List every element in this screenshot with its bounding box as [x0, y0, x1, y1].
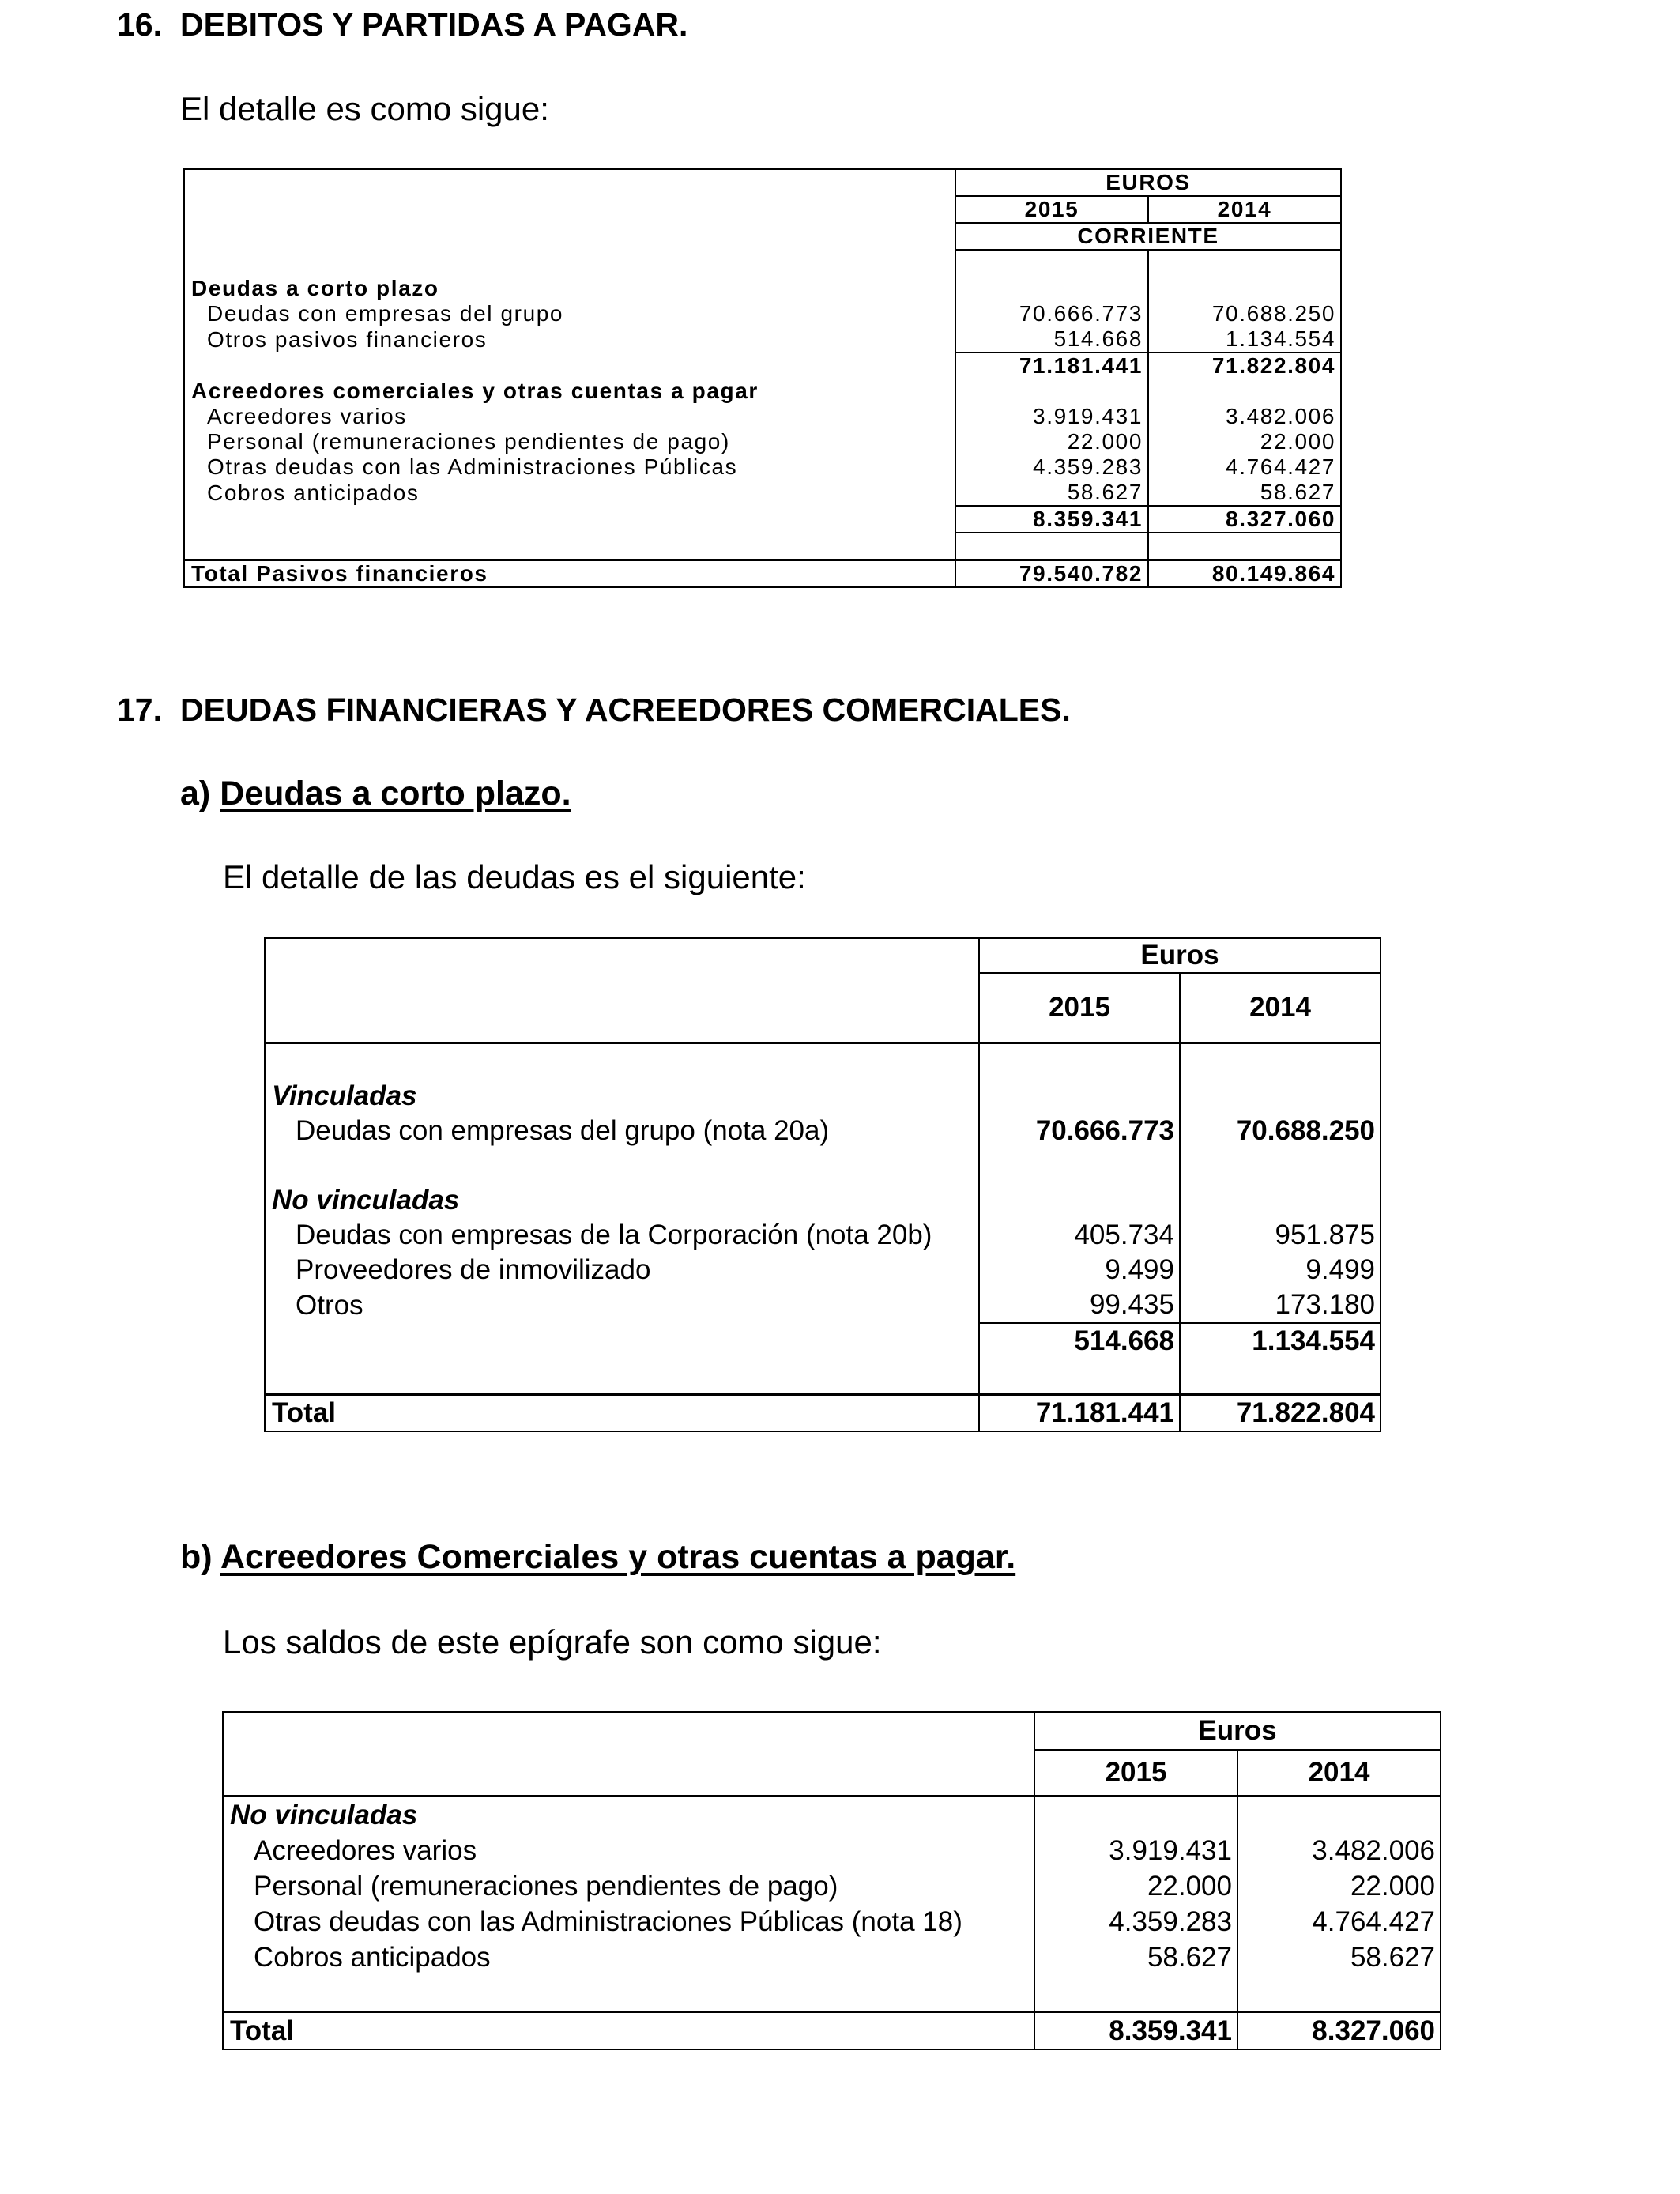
- table-row: [223, 1940, 1441, 1975]
- group-title-acreedores: Acreedores comerciales y otras cuentas a pagar: [184, 379, 955, 404]
- row-value-2014: 1.134.554: [1148, 326, 1341, 352]
- subsection-b-heading: [180, 1538, 1015, 1577]
- header-2014: 2014: [1180, 973, 1381, 1043]
- row-label: Cobros anticipados: [184, 480, 955, 506]
- row-label: Otros: [265, 1287, 979, 1323]
- total-row: [223, 2012, 1441, 2050]
- header-currency: EUROS: [955, 169, 1341, 196]
- row-label: Otros pasivos financieros: [184, 326, 955, 352]
- header-2015: 2015: [955, 196, 1148, 223]
- row-value-2014: 4.764.427: [1237, 1904, 1441, 1940]
- row-value-2015: 405.734: [979, 1218, 1180, 1253]
- table-row: [184, 480, 1341, 506]
- table-row: [223, 1833, 1441, 1868]
- row-value-2015: 3.919.431: [1034, 1833, 1237, 1868]
- subtotal-2015: 71.181.441: [955, 352, 1148, 379]
- subsection-a-title: Deudas a corto plazo.: [220, 775, 571, 812]
- total-2015: 8.359.341: [1034, 2012, 1237, 2050]
- row-value-2015: 22.000: [955, 429, 1148, 454]
- section-16-intro: El detalle es como sigue:: [180, 90, 549, 127]
- subtotal-2014: 1.134.554: [1180, 1323, 1381, 1359]
- total-2014: 8.327.060: [1237, 2012, 1441, 2050]
- subtotal-row: [265, 1323, 1381, 1359]
- group-title-no-vinculadas: No vinculadas: [265, 1183, 979, 1218]
- group-title-vinculadas: Vinculadas: [265, 1079, 979, 1114]
- header-currency: Euros: [979, 938, 1381, 973]
- table-row: [265, 1218, 1381, 1253]
- row-value-2014: 70.688.250: [1148, 301, 1341, 326]
- row-label: Proveedores de inmovilizado: [265, 1253, 979, 1287]
- row-label: Deudas con empresas de la Corporación (nota 20b): [265, 1218, 979, 1253]
- row-value-2014: 3.482.006: [1237, 1833, 1441, 1868]
- row-value-2014: 173.180: [1180, 1287, 1381, 1323]
- header-currency: Euros: [1034, 1712, 1441, 1750]
- total-label: Total: [223, 2012, 1034, 2050]
- header-2015: 2015: [1034, 1750, 1237, 1796]
- table-row: [184, 429, 1341, 454]
- section-17-number: 17.: [117, 692, 162, 728]
- table-row: [265, 1287, 1381, 1323]
- row-label: Cobros anticipados: [223, 1940, 1034, 1975]
- header-2014: 2014: [1237, 1750, 1441, 1796]
- section-17-title: DEUDAS FINANCIERAS Y ACREEDORES COMERCIALES.: [180, 692, 1071, 728]
- row-value-2015: 3.919.431: [955, 404, 1148, 429]
- table-row: [265, 1253, 1381, 1287]
- table-row: [265, 1114, 1381, 1148]
- row-value-2014: 70.688.250: [1180, 1114, 1381, 1148]
- row-value-2014: 22.000: [1148, 429, 1341, 454]
- header-blank: [265, 938, 979, 1043]
- subtotal-row: [184, 506, 1341, 533]
- table-acreedores-comerciales: [222, 1711, 1441, 2050]
- total-2014: 80.149.864: [1148, 560, 1341, 588]
- table-row: [184, 301, 1341, 326]
- subsection-b-intro: Los saldos de este epígrafe son como sigue:: [223, 1623, 882, 1661]
- row-value-2015: 514.668: [955, 326, 1148, 352]
- row-label: Otras deudas con las Administraciones Públicas: [184, 454, 955, 480]
- subsection-b-title: Acreedores Comerciales y otras cuentas a pagar.: [220, 1538, 1016, 1576]
- table-row: [184, 404, 1341, 429]
- subtotal-2014: 71.822.804: [1148, 352, 1341, 379]
- header-2015: 2015: [979, 973, 1180, 1043]
- table-row: [184, 454, 1341, 480]
- row-label: Personal (remuneraciones pendientes de pago): [184, 429, 955, 454]
- total-2014: 71.822.804: [1180, 1395, 1381, 1432]
- table-row: [223, 1868, 1441, 1904]
- total-2015: 79.540.782: [955, 560, 1148, 588]
- row-value-2015: 58.627: [955, 480, 1148, 506]
- row-value-2015: 4.359.283: [1034, 1904, 1237, 1940]
- row-label: Deudas con empresas del grupo (nota 20a): [265, 1114, 979, 1148]
- header-2014: 2014: [1148, 196, 1341, 223]
- row-value-2015: 9.499: [979, 1253, 1180, 1287]
- row-value-2015: 99.435: [979, 1287, 1180, 1323]
- total-label: Total: [265, 1395, 979, 1432]
- total-label: Total Pasivos financieros: [184, 560, 955, 588]
- subtotal-2014: 8.327.060: [1148, 506, 1341, 533]
- section-16-number: 16.: [117, 6, 162, 43]
- row-value-2014: 3.482.006: [1148, 404, 1341, 429]
- group-title-no-vinculadas: No vinculadas: [223, 1796, 1034, 1834]
- row-value-2015: 22.000: [1034, 1868, 1237, 1904]
- row-value-2015: 70.666.773: [955, 301, 1148, 326]
- table-debitos-partidas: [183, 168, 1342, 588]
- row-value-2014: 4.764.427: [1148, 454, 1341, 480]
- header-blank: [223, 1712, 1034, 1796]
- total-2015: 71.181.441: [979, 1395, 1180, 1432]
- subsection-a-prefix: a): [180, 775, 211, 812]
- table-row: [223, 1904, 1441, 1940]
- row-label: Deudas con empresas del grupo: [184, 301, 955, 326]
- subtotal-2015: 8.359.341: [955, 506, 1148, 533]
- row-label: Personal (remuneraciones pendientes de pago): [223, 1868, 1034, 1904]
- group-title-deudas-corto-plazo: Deudas a corto plazo: [184, 276, 955, 301]
- subsection-a-intro: El detalle de las deudas es el siguiente:: [223, 858, 806, 895]
- subsection-b-prefix: b): [180, 1538, 213, 1576]
- total-row: [184, 560, 1341, 588]
- header-blank: [184, 169, 955, 250]
- row-value-2015: 70.666.773: [979, 1114, 1180, 1148]
- row-value-2014: 9.499: [1180, 1253, 1381, 1287]
- row-value-2014: 58.627: [1148, 480, 1341, 506]
- subsection-a-heading: [180, 775, 571, 813]
- total-row: [265, 1395, 1381, 1432]
- subtotal-2015: 514.668: [979, 1323, 1180, 1359]
- row-value-2014: 22.000: [1237, 1868, 1441, 1904]
- row-value-2015: 58.627: [1034, 1940, 1237, 1975]
- row-label: Acreedores varios: [223, 1833, 1034, 1868]
- section-16-title: DEBITOS Y PARTIDAS A PAGAR.: [180, 6, 688, 43]
- header-corriente: CORRIENTE: [955, 223, 1341, 250]
- row-value-2015: 4.359.283: [955, 454, 1148, 480]
- row-value-2014: 951.875: [1180, 1218, 1381, 1253]
- row-label: Otras deudas con las Administraciones Públicas (nota 18): [223, 1904, 1034, 1940]
- table-row: [184, 326, 1341, 352]
- row-label: Acreedores varios: [184, 404, 955, 429]
- table-deudas-corto-plazo: [264, 937, 1381, 1432]
- row-value-2014: 58.627: [1237, 1940, 1441, 1975]
- subtotal-row: [184, 352, 1341, 379]
